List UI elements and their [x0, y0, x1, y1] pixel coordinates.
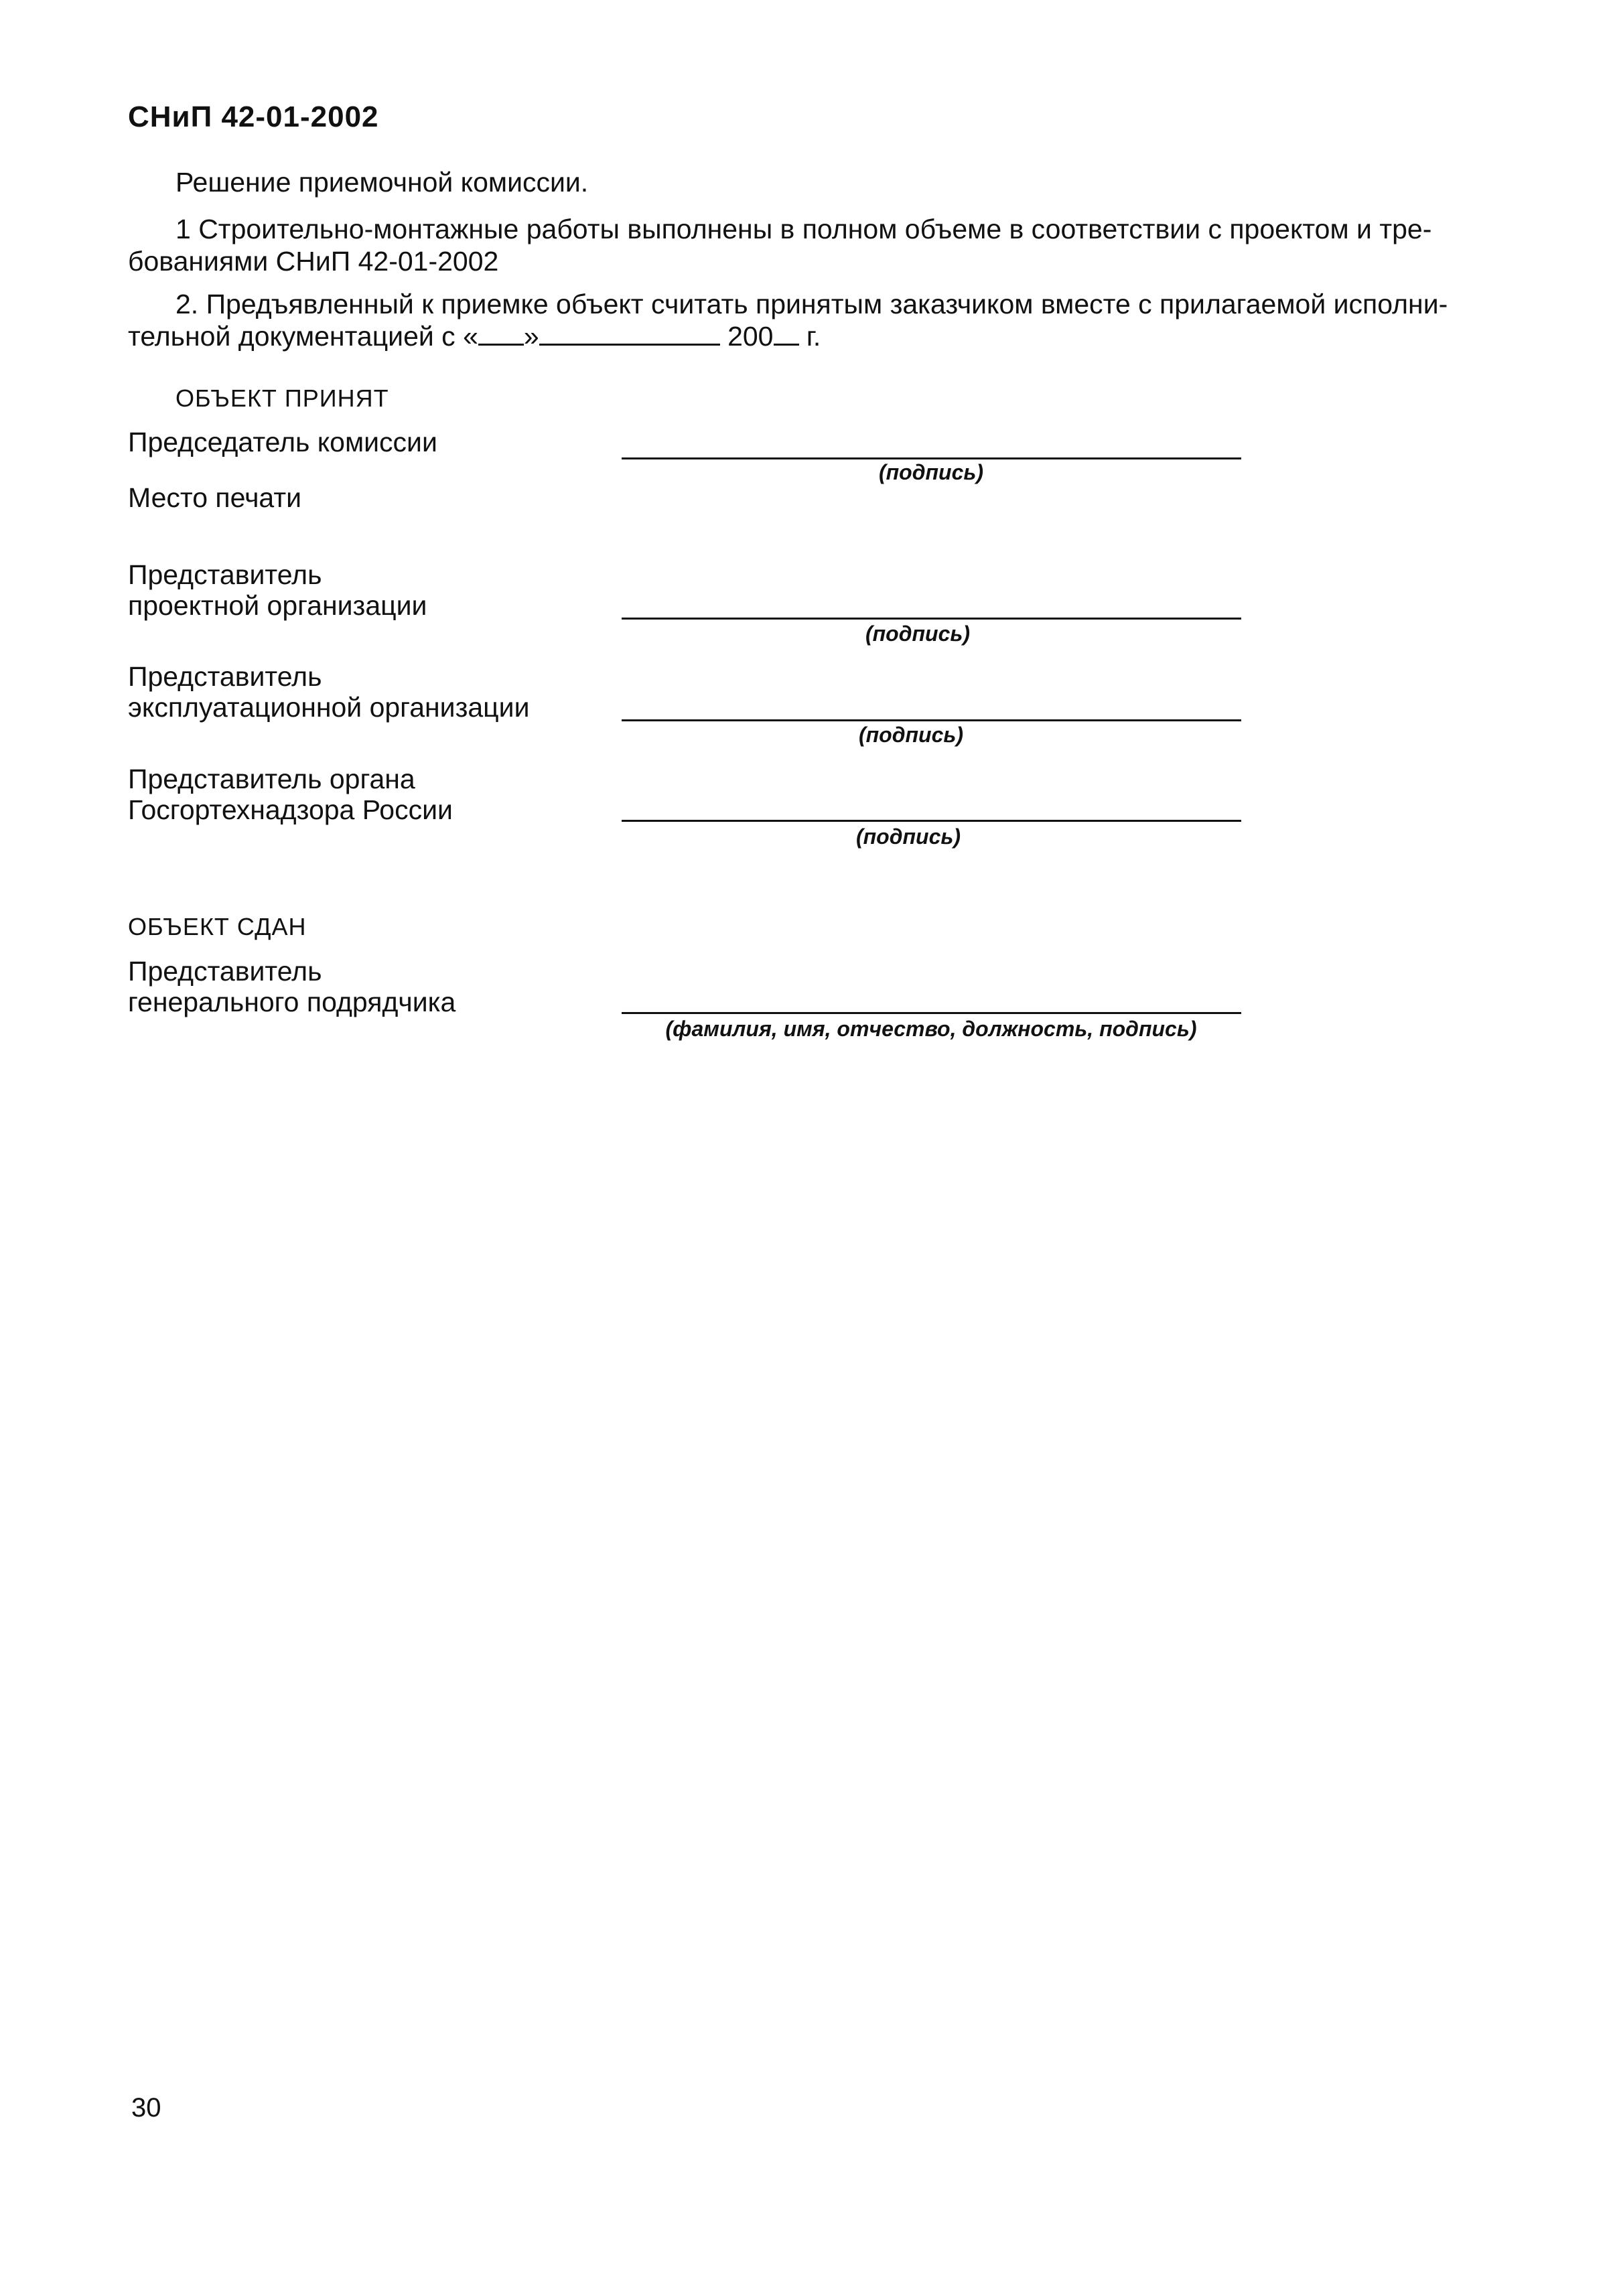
- accepted-heading: ОБЪЕКТ ПРИНЯТ: [176, 384, 389, 412]
- gosgor-label-line-2: Госгортехнадзора России: [128, 794, 453, 825]
- operation-org-label-line-2: эксплуатационной организации: [128, 692, 530, 723]
- chairman-label: Председатель комиссии: [128, 427, 437, 457]
- decision-item-1: [128, 213, 1488, 277]
- stamp-place-label: Место печати: [128, 482, 302, 513]
- chairman-signature-caption: (подпись): [878, 460, 984, 484]
- design-org-label-line-2: проектной организации: [128, 590, 427, 621]
- contractor-label-line-1: Представитель: [128, 956, 322, 987]
- contractor-signature-line[interactable]: [622, 1012, 1241, 1014]
- design-org-signature-caption: (подпись): [865, 622, 971, 646]
- design-org-label-line-1: Представитель: [128, 559, 322, 590]
- date-month-blank[interactable]: [539, 321, 720, 346]
- decision-item-2-date-prefix: тельной документацией с «: [128, 321, 478, 352]
- operation-org-signature-line[interactable]: [622, 719, 1241, 721]
- date-year-prefix: 200: [719, 321, 774, 352]
- decision-title: Решение приемочной комиссии.: [176, 167, 589, 198]
- operation-org-signature-caption: (подпись): [858, 723, 964, 747]
- contractor-signature-caption: (фамилия, имя, отчество, должность, подпись): [665, 1017, 1197, 1041]
- decision-item-1-line-2: бованиями СНиП 42-01-2002: [128, 246, 499, 277]
- document-code-header: СНиП 42-01-2002: [128, 100, 379, 133]
- decision-item-2-line-1: 2. Предъявленный к приемке объект считать принятым заказчиком вместе с прилагаемой исполни-: [176, 289, 1448, 319]
- operation-org-label-line-1: Представитель: [128, 661, 322, 692]
- decision-item-2-line-2: [128, 321, 821, 352]
- gosgor-signature-line[interactable]: [622, 820, 1241, 822]
- date-year-blank[interactable]: [774, 321, 799, 346]
- date-quote-close: »: [523, 321, 539, 352]
- decision-item-1-line-1: 1 Строительно-монтажные работы выполнены в полном объеме в соответствии с проектом и тре-: [176, 214, 1432, 244]
- chairman-signature-line[interactable]: [622, 457, 1241, 459]
- contractor-label-line-2: генерального подрядчика: [128, 987, 456, 1017]
- handed-over-heading: ОБЪЕКТ СДАН: [128, 913, 307, 940]
- decision-item-2: [128, 288, 1488, 352]
- date-year-suffix: г.: [798, 321, 821, 352]
- design-org-signature-line[interactable]: [622, 618, 1241, 620]
- gosgor-signature-caption: (подпись): [855, 824, 961, 849]
- gosgor-label-line-1: Представитель органа: [128, 764, 415, 794]
- date-day-blank[interactable]: [478, 321, 524, 346]
- page-number: 30: [131, 2093, 161, 2123]
